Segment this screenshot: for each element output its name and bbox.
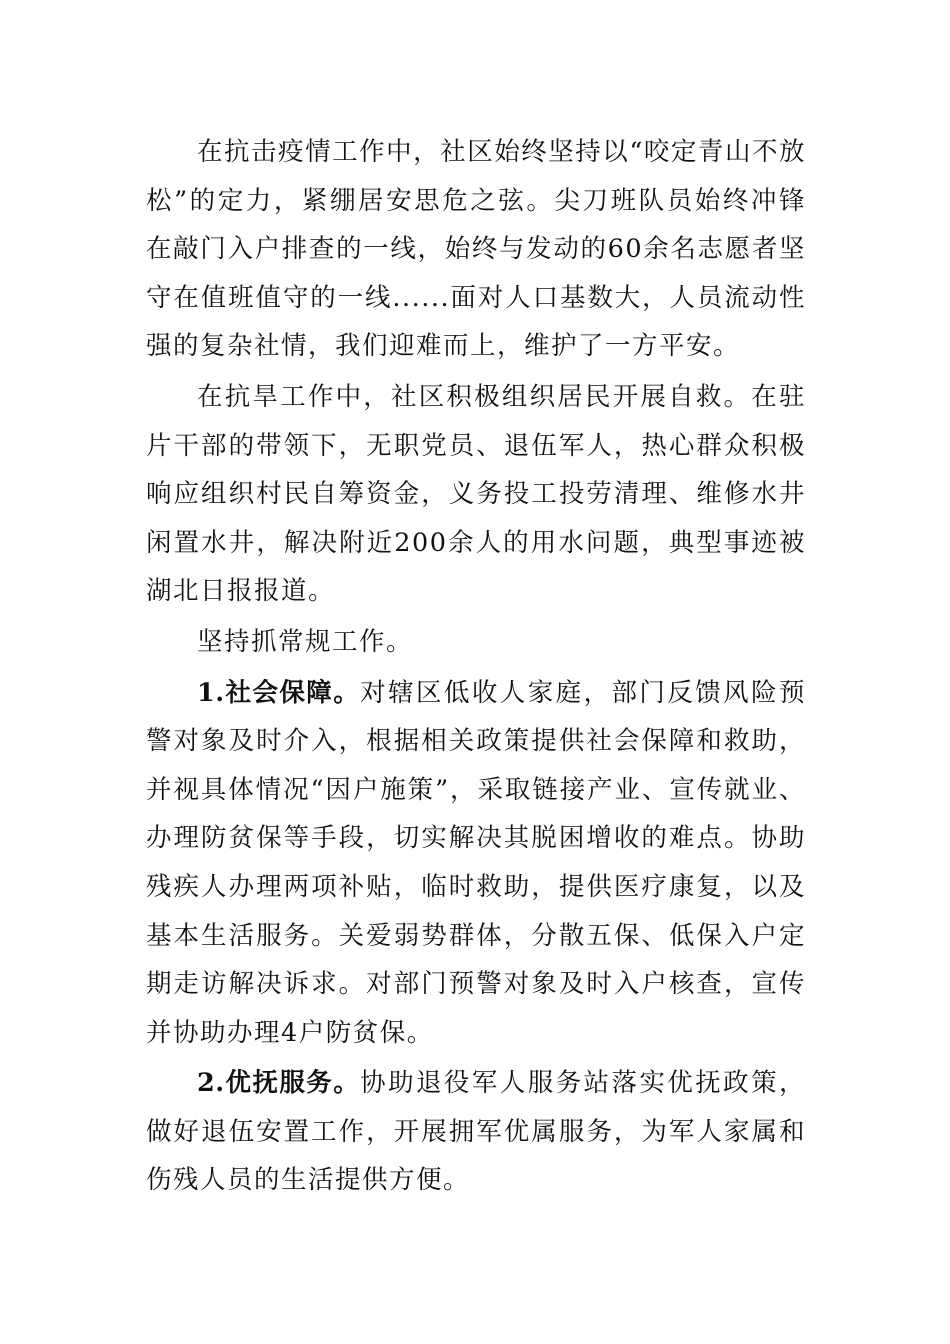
paragraph-preferential-service bbox=[146, 1059, 806, 1205]
section-heading: 2.优抚服务。 bbox=[197, 1068, 361, 1099]
paragraph-text: 在抗旱工作中，社区积极组织居民开展自救。在驻片干部的带领下，无职党员、退伍军人，热心群众积极响应组织村民自筹资金，义务投工投劳清理、维修水井闲置水井，解决附近200余人的用水问题，典型事迹被湖北日报报道。 bbox=[146, 381, 806, 607]
paragraph-routine-work bbox=[146, 618, 806, 667]
paragraph-social-security bbox=[146, 669, 806, 1058]
paragraph-text: 对辖区低收人家庭，部门反馈风险预警对象及时介入，根据相关政策提供社会保障和救助，并视具体情况“因户施策”，采取链接产业、宣传就业、办理防贫保等手段，切实解决其脱困增收的难点。协助残疾人办理两项补贴，临时救助，提供医疗康复，以及基本生活服务。关爱弱势群体，分散五保、低保入户定期走访解决诉求。对部门预警对象及时入户核查，宣传并协助办理4户防贫保。 bbox=[146, 677, 806, 1048]
section-heading: 1.社会保障。 bbox=[197, 677, 361, 708]
paragraph-epidemic bbox=[146, 128, 806, 371]
paragraph-text: 协助退役军人服务站落实优抚政策，做好退伍安置工作，开展拥军优属服务，为军人家属和伤残人员的生活提供方便。 bbox=[146, 1068, 806, 1196]
document-page bbox=[146, 128, 806, 1205]
paragraph-text: 在抗击疫情工作中，社区始终坚持以“咬定青山不放松”的定力，紧绷居安思危之弦。尖刀班队员始终冲锋在敲门入户排查的一线，始终与发动的60余名志愿者坚守在值班值守的一线......面对人口基数大，人员流动性强的复杂社情，我们迎难而上，维护了一方平安。 bbox=[146, 137, 806, 362]
paragraph-text: 坚持抓常规工作。 bbox=[197, 626, 414, 657]
paragraph-drought bbox=[146, 373, 806, 616]
